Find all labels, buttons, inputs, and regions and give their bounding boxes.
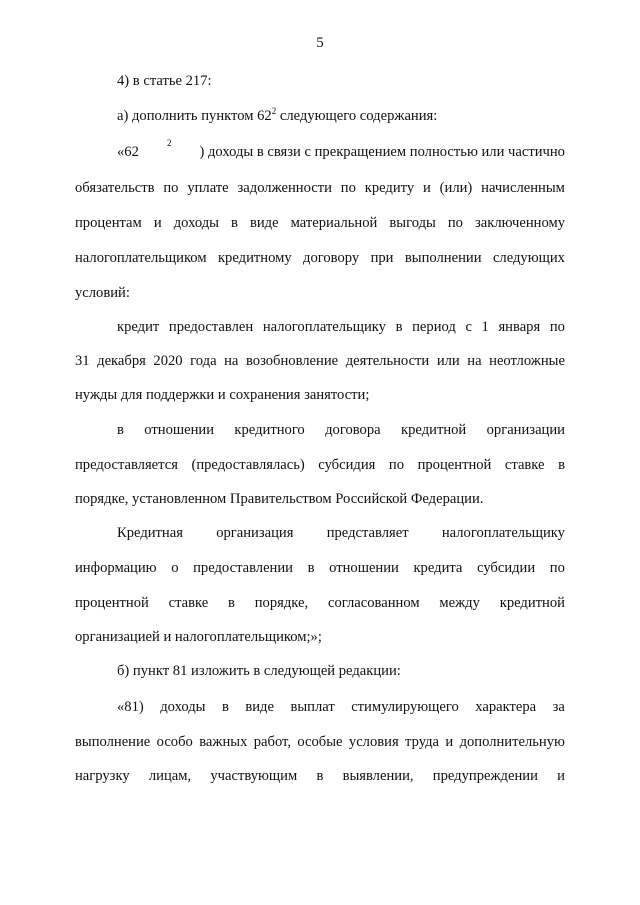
word: виде [245, 699, 274, 715]
word: по [163, 180, 179, 196]
word: предоставляется [75, 457, 178, 473]
word: «81) [117, 699, 144, 715]
paragraph-line: а) дополнить пунктом $62^2$ следующего содержания: [117, 106, 438, 124]
word: 2020 [153, 353, 183, 369]
word: субсидии [477, 560, 536, 576]
word: период [412, 319, 456, 335]
paragraph-line [117, 698, 565, 716]
word: налогоплательщиком [75, 250, 207, 266]
word: выявлении, [342, 768, 414, 784]
word: кредиту [364, 180, 415, 196]
word: в [231, 215, 238, 231]
word: в [228, 595, 235, 611]
word: Кредитная [117, 525, 183, 541]
word: неотложные [489, 353, 565, 369]
word: согласованном [327, 595, 420, 611]
word: кредитному [217, 250, 292, 266]
word: января [498, 319, 541, 335]
word: обязательств [75, 180, 155, 196]
page-number: 5 [316, 35, 324, 51]
paragraph-line [75, 179, 565, 197]
word: работ, [253, 734, 291, 750]
word: отношении [144, 422, 215, 438]
word: лицам, [148, 768, 192, 784]
word: налогоплательщику [262, 319, 386, 335]
word: заключенному [475, 215, 565, 231]
word: процентной [75, 595, 149, 611]
paragraph-line [75, 594, 565, 612]
paragraph-line: нужды для поддержки и сохранения занятости; [75, 387, 370, 403]
word: выполнении [404, 250, 482, 266]
word: выполнение [75, 734, 151, 750]
word: года [190, 353, 217, 369]
word: процентам [75, 215, 142, 231]
word: в [395, 319, 403, 335]
word: возобновление [245, 353, 339, 369]
word: особые [297, 734, 343, 750]
word: декабря [97, 353, 146, 369]
word: ставке [168, 595, 209, 611]
word: по [447, 215, 463, 231]
word: труда [405, 734, 439, 750]
paragraph-line [75, 249, 565, 267]
word: выплат [290, 699, 335, 715]
paragraph-line [75, 214, 565, 232]
word: и [422, 180, 431, 196]
word: и [445, 734, 454, 750]
word: выгоды [389, 215, 436, 231]
paragraph-line [75, 767, 565, 785]
word: организации [486, 422, 565, 438]
word: информацию [75, 560, 157, 576]
word: субсидия [318, 457, 376, 473]
word: кредитного [234, 422, 305, 438]
word: характера [475, 699, 537, 715]
word: налогоплательщику [441, 525, 565, 541]
word: ставке [504, 457, 545, 473]
paragraph-line: «62 2 ) доходы в связи с прекращением полностью или частично [117, 138, 565, 160]
word: на [467, 353, 482, 369]
word: кредит [117, 319, 160, 335]
word: процентной [417, 457, 492, 473]
word: предоставлен [168, 319, 254, 335]
word: на [224, 353, 239, 369]
superscript: 2 [166, 138, 172, 148]
word: кредита [413, 560, 463, 576]
word: стимулирующего [351, 699, 459, 715]
word: при [370, 250, 394, 266]
paragraph-line [117, 318, 565, 336]
superscript: 2 [271, 106, 277, 117]
word: важных [199, 734, 248, 750]
word: дополнительную [459, 734, 565, 750]
word: по [388, 457, 405, 473]
word: в [117, 422, 124, 438]
word: уплате [187, 180, 229, 196]
paragraph-line [75, 456, 565, 474]
paragraph-line: порядке, установленном Правительством Российской Федерации. [75, 491, 484, 507]
paragraph-line: 4) в статье 217: [117, 73, 212, 89]
word: между [439, 595, 480, 611]
word: по [549, 319, 565, 335]
paragraph-line [75, 733, 565, 751]
paragraph-line: условий: [75, 285, 130, 301]
word: в [307, 560, 315, 576]
word: особо [156, 734, 193, 750]
word: договора [325, 422, 381, 438]
word: материальной [290, 215, 378, 231]
word: кредитной [401, 422, 467, 438]
paragraph-line [75, 352, 565, 370]
word: с [465, 319, 472, 335]
word: или [436, 353, 460, 369]
word: доходы [173, 215, 219, 231]
word: начисленным [481, 180, 565, 196]
word: предоставлении [193, 560, 293, 576]
word: условия [348, 734, 399, 750]
word: предупреждении [432, 768, 538, 784]
word: и [557, 768, 565, 784]
word: за [552, 699, 565, 715]
word: деятельности [345, 353, 430, 369]
word: участвующим [210, 768, 298, 784]
word: организация [216, 525, 294, 541]
word: нагрузку [75, 768, 130, 784]
word: договору [303, 250, 360, 266]
paragraph-line [117, 524, 565, 542]
paragraph-line [75, 559, 565, 577]
paragraph-line [117, 421, 565, 439]
word: представляет [326, 525, 409, 541]
word: доходы [160, 699, 206, 715]
word: в [558, 457, 565, 473]
word: отношении [329, 560, 399, 576]
word: (или) [439, 180, 473, 196]
word: в [221, 699, 229, 715]
word: задолженности [237, 180, 332, 196]
word: (предоставлялась) [191, 457, 305, 473]
word: виде [249, 215, 279, 231]
word: о [171, 560, 179, 576]
word: следующих [492, 250, 565, 266]
paragraph-line: организацией и налогоплательщиком;»; [75, 629, 322, 645]
word: по [549, 560, 565, 576]
word: и [153, 215, 162, 231]
word: в [316, 768, 324, 784]
word: кредитной [499, 595, 565, 611]
word: по [340, 180, 356, 196]
word: 31 [75, 353, 90, 369]
word: 1 [481, 319, 489, 335]
word: порядке, [254, 595, 309, 611]
paragraph-line: б) пункт 81 изложить в следующей редакции: [117, 663, 401, 679]
